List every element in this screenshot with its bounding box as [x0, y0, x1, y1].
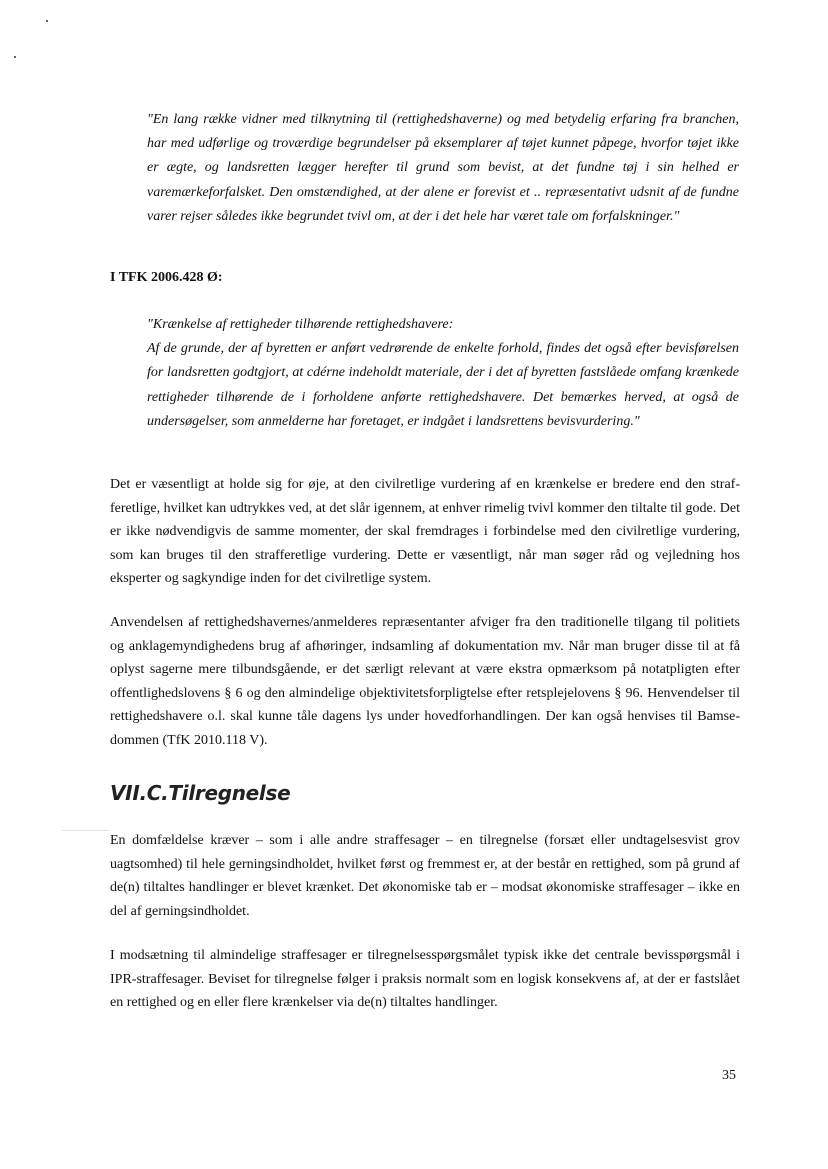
paragraph-ipr-cases [110, 944, 740, 1015]
block-quote-one-text: "En lang række vidner med tilknytning til (rettighedshaverne) og med betydelig erfaring fra branchen, har med udførlige og troværdige begrundelser på eksemplarer af tøjet kunnet påpege, hvorfor tøjet ikke er ægte, og landsretten lægger herefter til grund som bevist, at det fundne tøj i sin helhed er varemærkeforfalsket. Den omstændighed, at der alene er forevist et .. repræsentativt udsnit af de fundne varer rejser således ikke begrundet tvivl om, at der i det hele har været tale om forfalskninger." [147, 112, 739, 224]
paragraph-two-text: Anvendelsen af rettighedshavernes/anmelderes repræsentanter afviger fra den traditionelle tilgang til politiets og anklagemyndighedens brug af afhøringer, indsamling af dokumentation mv. Når man bruger disse til at få oplyst sagerne mere tilbundsgående, er det særligt relevant at være ekstra opmærksom på notatpligten efter offentlighedslovens § 6 og den almindelige objektivitetsforpligtelse efter retsplejelovens § 96. Henvendelser til rettighedshavere o.l. skal kunne tåle dagens lys under hovedforhandlingen. Der kan også henvises til Bamse-dommen (TfK 2010.118 V). [110, 615, 740, 748]
paragraph-four-text: I modsætning til almindelige straffesager er tilregnelsesspørgsmålet typisk ikke det centrale bevisspørgsmål i IPR-straffesager. Beviset for tilregnelse følger i praksis normalt som en logisk konsekvens af, at der er fastslået en rettighed og en eller flere krænkelser via de(n) tiltaltes handlinger. [110, 948, 740, 1011]
block-quote-two-body: Af de grunde, der af byretten er anført vedrørende de enkelte forhold, findes det også efter bevisførelsen for landsretten godtgjort, at cdérne indeholdt materiale, der i det af byretten fastslåede omfang krænkede rettigheder tilhørende de i forholdene anførte rettighedshavere. Det bemærkes herved, at også de undersøgelser, som anmelderne har foretaget, er indgået i landsrettens bevisvurdering." [147, 341, 739, 429]
block-quote-two-title: "Krænkelse af rettigheder tilhørende rettighedshavere: [147, 317, 454, 332]
paragraph-civil-vs-criminal [110, 473, 740, 591]
section-title: VII.C.Tilregnelse [110, 781, 291, 805]
paragraph-one-text: Det er væsentligt at holde sig for øje, at den civilretlige vurdering af en krænkelse er bredere end den strafferetlige, hvilket kan udtrykkes ved, at det slår igennem, at enhver rimelig tvivl kommer den tiltalte til gode. Det er ikke nødvendigvis de samme momenter, der skal fremdrages i forbindelse med den civilretlige vurdering, som kan bruges til den strafferetlige vurdering. Dette er væsentligt, når man søger råd og vejledning hos eksperter og sagkyndige inden for det civilretlige system. [110, 477, 740, 587]
divider [62, 830, 110, 831]
scan-speck [14, 56, 16, 58]
block-quote-one [147, 108, 739, 229]
paragraph-representatives [110, 611, 740, 753]
case-reference: I TFK 2006.428 Ø: [110, 270, 223, 285]
page-number: 35 [722, 1068, 736, 1083]
scan-speck [46, 20, 48, 22]
paragraph-three-text: En domfældelse kræver – som i alle andre straffesager – en tilregnelse (forsæt eller undtagelsesvist grov uagtsomhed) til hele gerningsindholdet, hvilket først og fremmest er, at der består en rettighed, som på grund af de(n) tiltaltes handlinger er blevet krænket. Det økonomiske tab er – modsat økonomiske straffesager – ikke en del af gerningsindholdet. [110, 833, 740, 919]
block-quote-two [147, 313, 739, 434]
paragraph-intent [110, 829, 740, 923]
